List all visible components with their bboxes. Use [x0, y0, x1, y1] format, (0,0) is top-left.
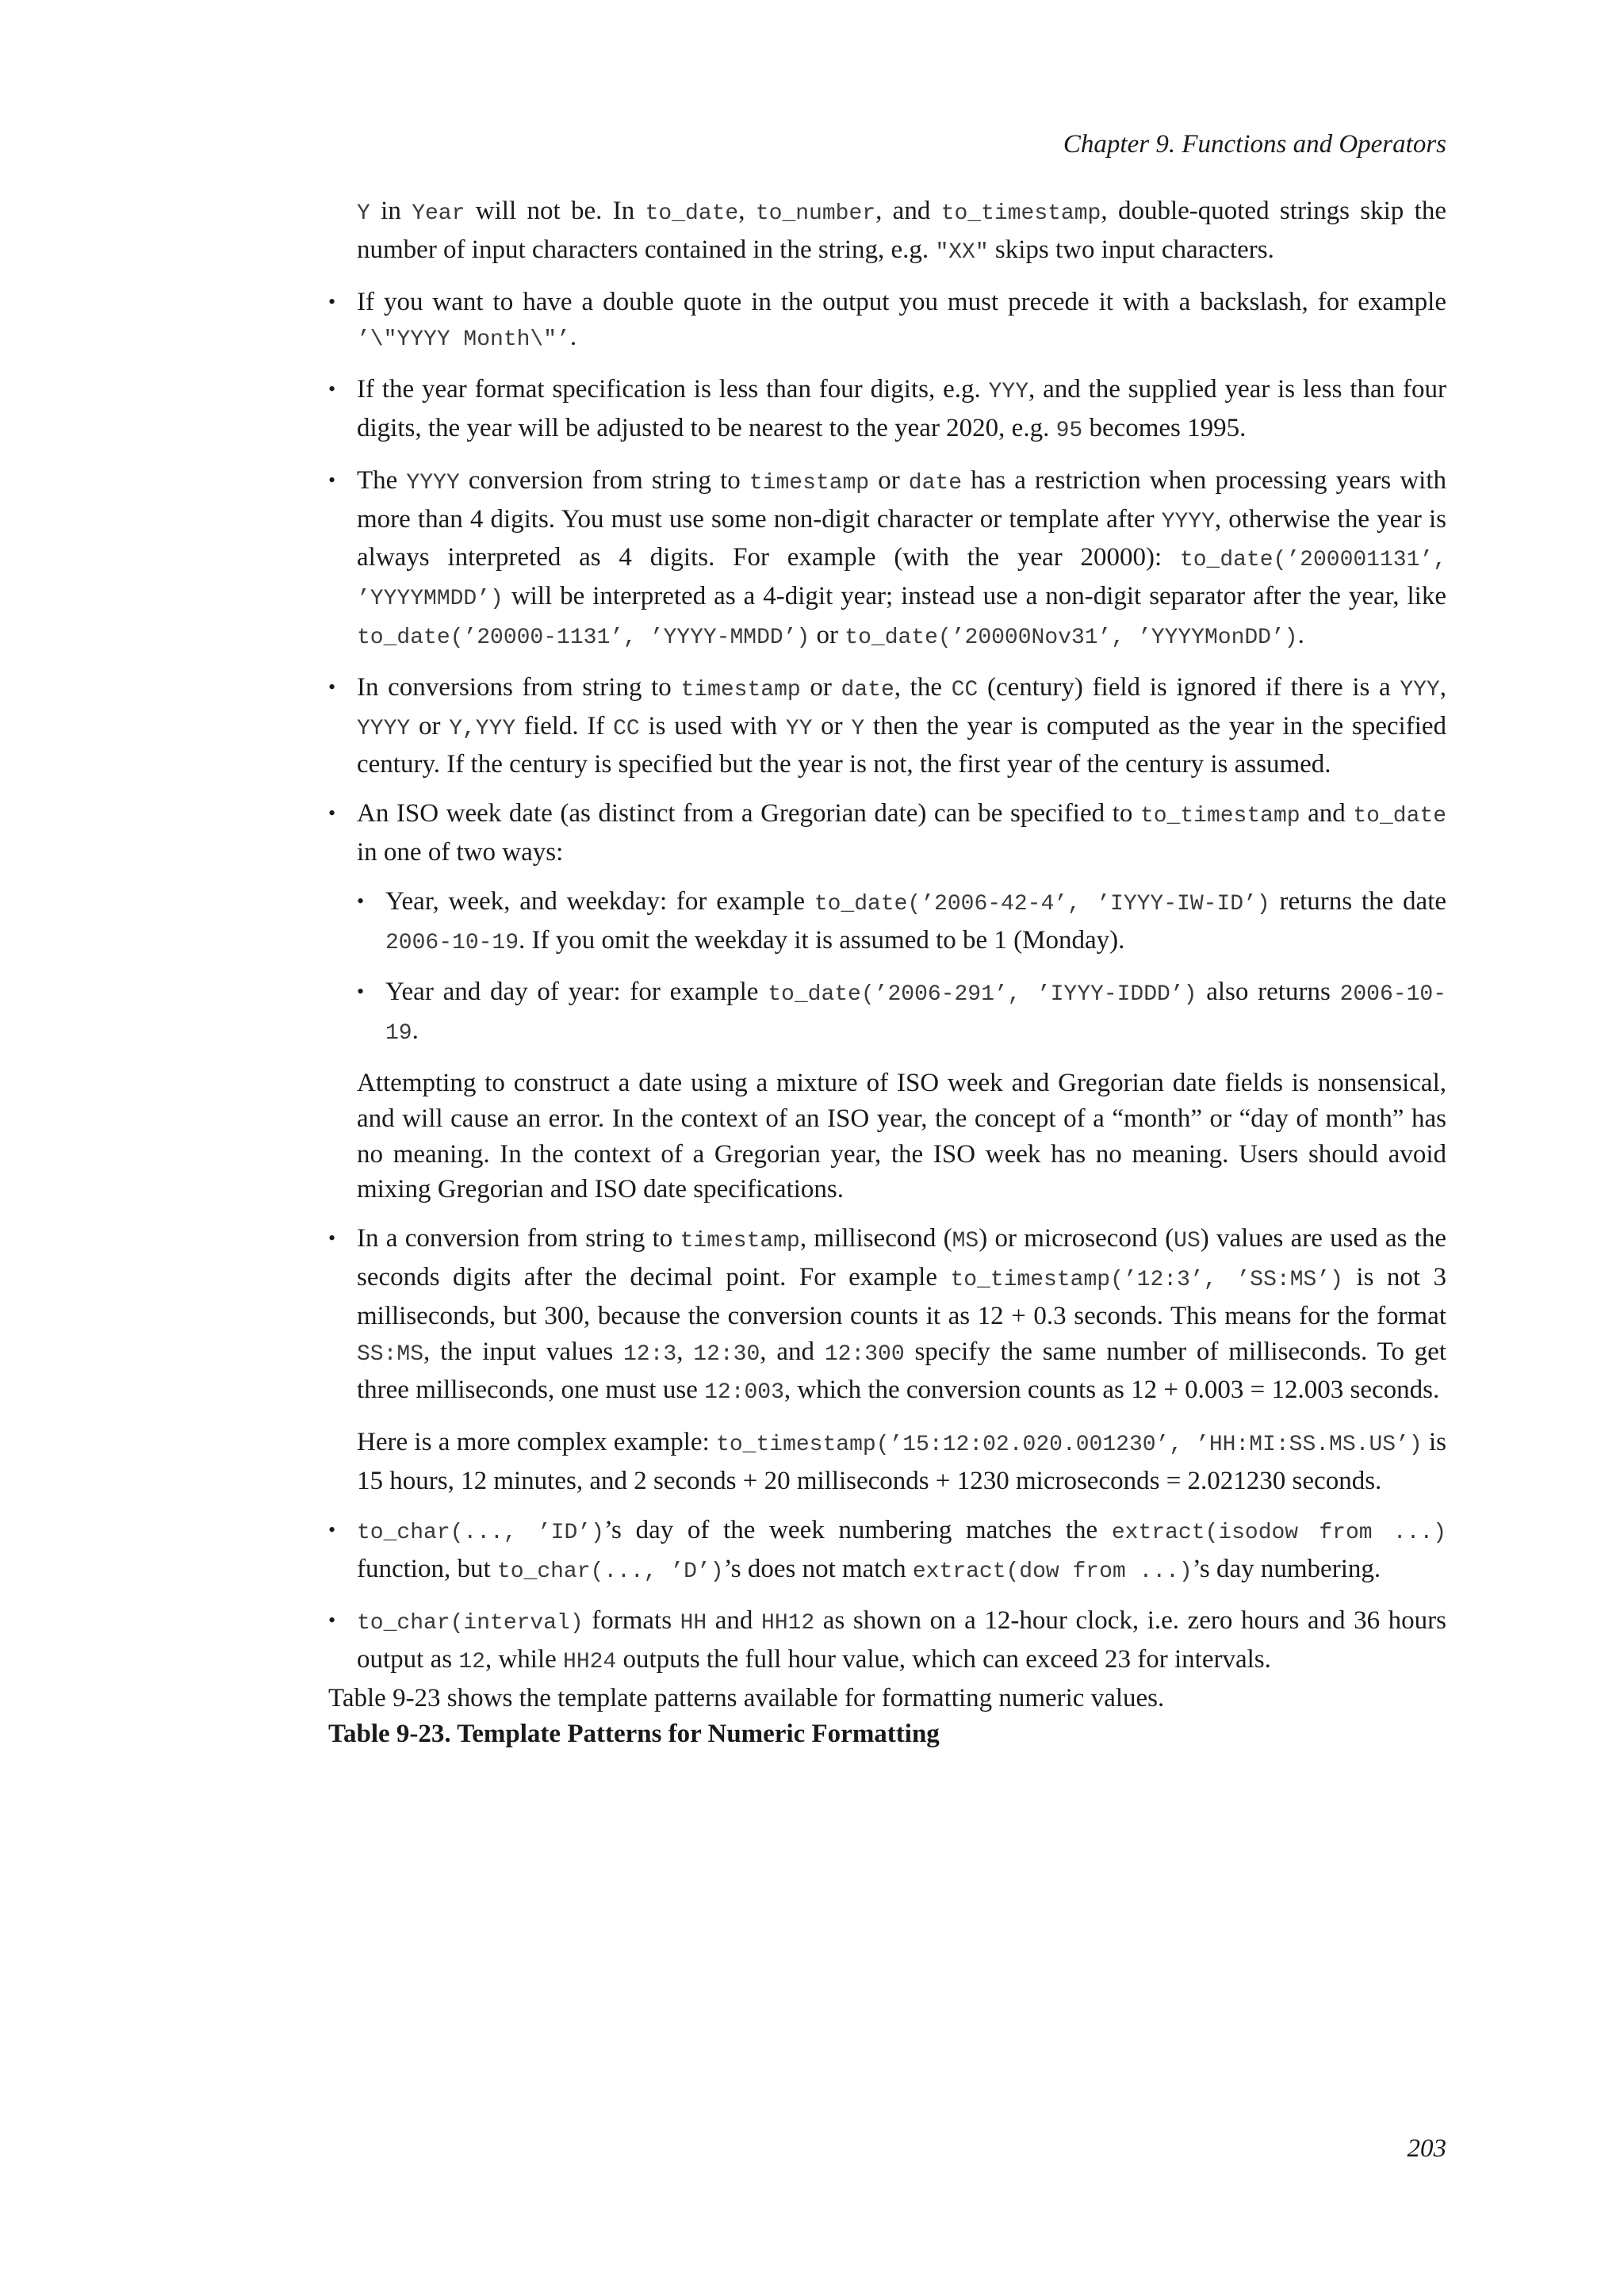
text-run: In conversions from string to [357, 672, 681, 702]
inline-code: to_date [645, 201, 739, 226]
inline-code: MS [952, 1229, 979, 1254]
inline-code: YYYY [406, 470, 460, 496]
inline-code: to_timestamp [1139, 804, 1300, 829]
text-run: or [410, 711, 450, 740]
text-run: . [412, 1016, 419, 1046]
inline-code: YYYY [357, 716, 411, 741]
inline-code: to_char(..., ’ID’) [357, 1520, 604, 1545]
inline-code: to_char(interval) [357, 1611, 584, 1636]
text-run: , and the supplied year is less than four digits, the year will be adjusted to be nearest to the year 2020, e.g. [357, 375, 1446, 442]
inline-code: 12 [458, 1650, 485, 1675]
text-run: ) values are used as the seconds digits after the decimal point. For example [357, 1224, 1447, 1292]
inline-code: timestamp [749, 470, 870, 496]
inline-code: 12:30 [693, 1341, 760, 1367]
text-run: , and [760, 1337, 825, 1366]
text-run: is not 3 milliseconds, but 300, because the conversion counts it as 12 + 0.3 seconds. This means for the format [357, 1262, 1446, 1330]
text-run: , [1439, 672, 1446, 702]
intro-paragraph [328, 193, 1446, 271]
sub-bullet-item [357, 884, 1446, 962]
text-run: skips two input characters. [988, 235, 1274, 264]
text-run: has a restriction when processing years with more than 4 digits. You must use some non-digit character or template after [357, 465, 1446, 534]
text-run: will be interpreted as a 4-digit year; instead use a non-digit separator after the year, like [503, 582, 1446, 611]
text-run: . If you omit the weekday it is assumed to be 1 (Monday). [519, 925, 1125, 955]
text-run: is used with [639, 711, 786, 740]
bullet-text [357, 1603, 1446, 1681]
bullet-item [328, 796, 1446, 1207]
bullet-item [328, 1513, 1446, 1590]
text-run: Here is a more complex example: [357, 1428, 717, 1457]
text-run: formats [583, 1606, 680, 1636]
text-run: in [370, 197, 412, 225]
inline-code: 12:300 [824, 1341, 905, 1367]
bullet-text [357, 372, 1446, 450]
text-run: or [810, 620, 845, 649]
inline-code: US [1174, 1229, 1201, 1254]
inline-code: date [908, 470, 963, 496]
bullet-item [328, 1603, 1446, 1681]
text-run: (century) field is ignored if there is a [978, 672, 1400, 702]
inline-code: YY [785, 716, 813, 741]
inline-code: to_timestamp(’12:3’, ’SS:MS’) [950, 1267, 1343, 1292]
text-run: becomes 1995. [1082, 413, 1247, 442]
bullet-item [328, 1221, 1446, 1499]
bullet-item [328, 670, 1446, 783]
inline-code: Y,YYY [449, 716, 516, 741]
text-run: Attempting to construct a date using a mixture of ISO week and Gregorian date fields is nonsensical, and will cause an error. In the context of an ISO year, the concept of a “month” or “day of month” has no meaning. In the context of a Gregorian year, the ISO week has no meaning. Users should avoid mixing Gregorian and ISO date specifications. [357, 1068, 1446, 1204]
bullet-continuation-paragraph [357, 1425, 1446, 1499]
text-run: , [676, 1337, 694, 1366]
text-run: and [1300, 799, 1354, 828]
text-run: , millisecond ( [799, 1224, 952, 1253]
text-run: conversion from string to [459, 465, 749, 495]
inline-code: timestamp [680, 1229, 800, 1254]
text-run: also returns [1197, 978, 1340, 1007]
text-run: , [738, 197, 756, 225]
text-run: The [357, 465, 407, 495]
text-run: , otherwise the year is always interpreted as 4 digits. For example (with the year 20000): [357, 504, 1446, 572]
sub-bullet-text [385, 974, 1446, 1052]
text-run: If the year format specification is less than four digits, e.g. [357, 375, 989, 404]
inline-code: 95 [1055, 418, 1083, 443]
inline-code: YYY [1400, 677, 1440, 702]
inline-code: YYYY [1161, 509, 1215, 534]
inline-code: timestamp [680, 677, 801, 702]
text-run: , which the conversion counts as 12 + 0.003 = 12.003 seconds. [783, 1376, 1440, 1405]
text-run: If you want to have a double quote in the output you must precede it with a backslash, for example [357, 287, 1446, 316]
page-number: 203 [1407, 2134, 1446, 2163]
text-run: ) or microsecond ( [979, 1224, 1174, 1253]
inline-code: extract(dow from ...) [912, 1559, 1193, 1584]
sub-bullet-item [357, 974, 1446, 1052]
text-run: is 15 hours, 12 minutes, and 2 seconds + 20 milliseconds + 1230 microseconds = 2.021230 seconds. [357, 1428, 1447, 1495]
inline-code: to_number [755, 201, 876, 226]
sub-bullet-text [385, 884, 1446, 962]
text-run: . [569, 323, 577, 352]
text-run: in one of two ways: [357, 837, 564, 867]
text-run: or [800, 672, 841, 702]
page-content [328, 193, 1446, 1751]
inline-code: HH24 [563, 1650, 617, 1675]
text-run: will not be. In [465, 197, 645, 225]
text-run: , the [894, 672, 952, 702]
inline-code: to_timestamp(’15:12:02.020.001230’, ’HH:MI:SS.MS.US’) [716, 1433, 1423, 1458]
inline-code: HH [680, 1611, 707, 1636]
text-run: returns the date [1270, 886, 1447, 916]
bullet-text [357, 1513, 1446, 1590]
bullet-text [357, 796, 1446, 871]
inline-code: to_char(..., ’D’) [496, 1559, 724, 1584]
inline-code: 12:003 [704, 1380, 784, 1406]
bullet-item [328, 285, 1446, 359]
inline-code: YYY [988, 380, 1029, 405]
inline-code: to_date(’2006-291’, ’IYYY-IDDD’) [768, 982, 1197, 1008]
bullet-text [357, 463, 1446, 656]
inline-code: to_date(’20000-1131’, ’YYYY-MMDD’) [357, 625, 810, 650]
bullet-continuation-paragraph [357, 1066, 1446, 1207]
bullet-text [357, 285, 1446, 359]
text-run: ’s day numbering. [1192, 1554, 1381, 1583]
inline-code: extract(isodow from ...) [1111, 1520, 1447, 1545]
inline-code: CC [951, 677, 979, 702]
text-run: An ISO week date (as distinct from a Gregorian date) can be specified to [357, 799, 1140, 828]
inline-code: CC [613, 716, 640, 741]
inline-code: HH12 [761, 1611, 815, 1636]
inline-code: to_date(’200001131’, ’YYYYMMDD’) [357, 548, 1446, 612]
text-run: , while [485, 1645, 564, 1674]
text-run: , double-quoted strings skip the number of input characters contained in the string, e.g. [357, 197, 1446, 264]
inline-code: 12:3 [622, 1341, 677, 1367]
inline-code: Y [357, 201, 370, 226]
text-run: field. If [515, 711, 614, 740]
text-run: as shown on a 12-hour clock, i.e. zero hours and 36 hours output as [357, 1606, 1446, 1674]
text-run: Year and day of year: for example [385, 978, 768, 1007]
bullet-list [328, 285, 1446, 1681]
inline-code: Y [851, 716, 865, 741]
inline-code: to_date [1353, 804, 1446, 829]
inline-code: date [841, 677, 894, 702]
text-run: In a conversion from string to [357, 1224, 680, 1253]
inline-code: to_date(’20000Nov31’, ’YYYYMonDD’) [845, 625, 1298, 650]
inline-code: 2006-10-19 [385, 930, 519, 955]
text-run: . [1297, 620, 1304, 649]
text-run: Year, week, and weekday: for example [385, 886, 814, 916]
inline-code: SS:MS [357, 1341, 424, 1367]
inline-code: "XX" [935, 239, 989, 265]
inline-code: to_date(’2006-42-4’, ’IYYY-IW-ID’) [814, 891, 1270, 916]
text-run: ’s does not match [723, 1554, 913, 1583]
bullet-item [328, 463, 1446, 656]
running-header: Chapter 9. Functions and Operators [1063, 130, 1446, 159]
table-caption: Table 9-23. Template Patterns for Numeric Formatting [328, 1719, 940, 1748]
text-run: , the input values [423, 1337, 623, 1366]
inline-code: ’\"YYYY Month\"’ [357, 327, 570, 353]
text-run: specify the same number of milliseconds. To get three milliseconds, one must use [357, 1337, 1446, 1405]
bullet-text [357, 670, 1446, 783]
text-run: function, but [357, 1554, 497, 1583]
text-run: ’s day of the week numbering matches the [603, 1515, 1112, 1544]
text-run: or [812, 711, 852, 740]
closing-paragraph: Table 9-23 shows the template patterns available for formatting numeric values. [328, 1683, 1165, 1712]
text-run: or [869, 465, 909, 495]
bullet-item [328, 372, 1446, 450]
inline-code: Year [412, 201, 465, 226]
inline-code: 2006-10-19 [385, 982, 1446, 1047]
text-run: then the year is computed as the year in the specified century. If the century is specified but the year is not, the first year of the century is assumed. [357, 711, 1447, 779]
text-run: and [707, 1606, 762, 1636]
bullet-text [357, 1221, 1446, 1411]
text-run: , and [875, 197, 941, 225]
text-run: outputs the full hour value, which can exceed 23 for intervals. [616, 1645, 1271, 1674]
inline-code: to_timestamp [940, 201, 1101, 226]
